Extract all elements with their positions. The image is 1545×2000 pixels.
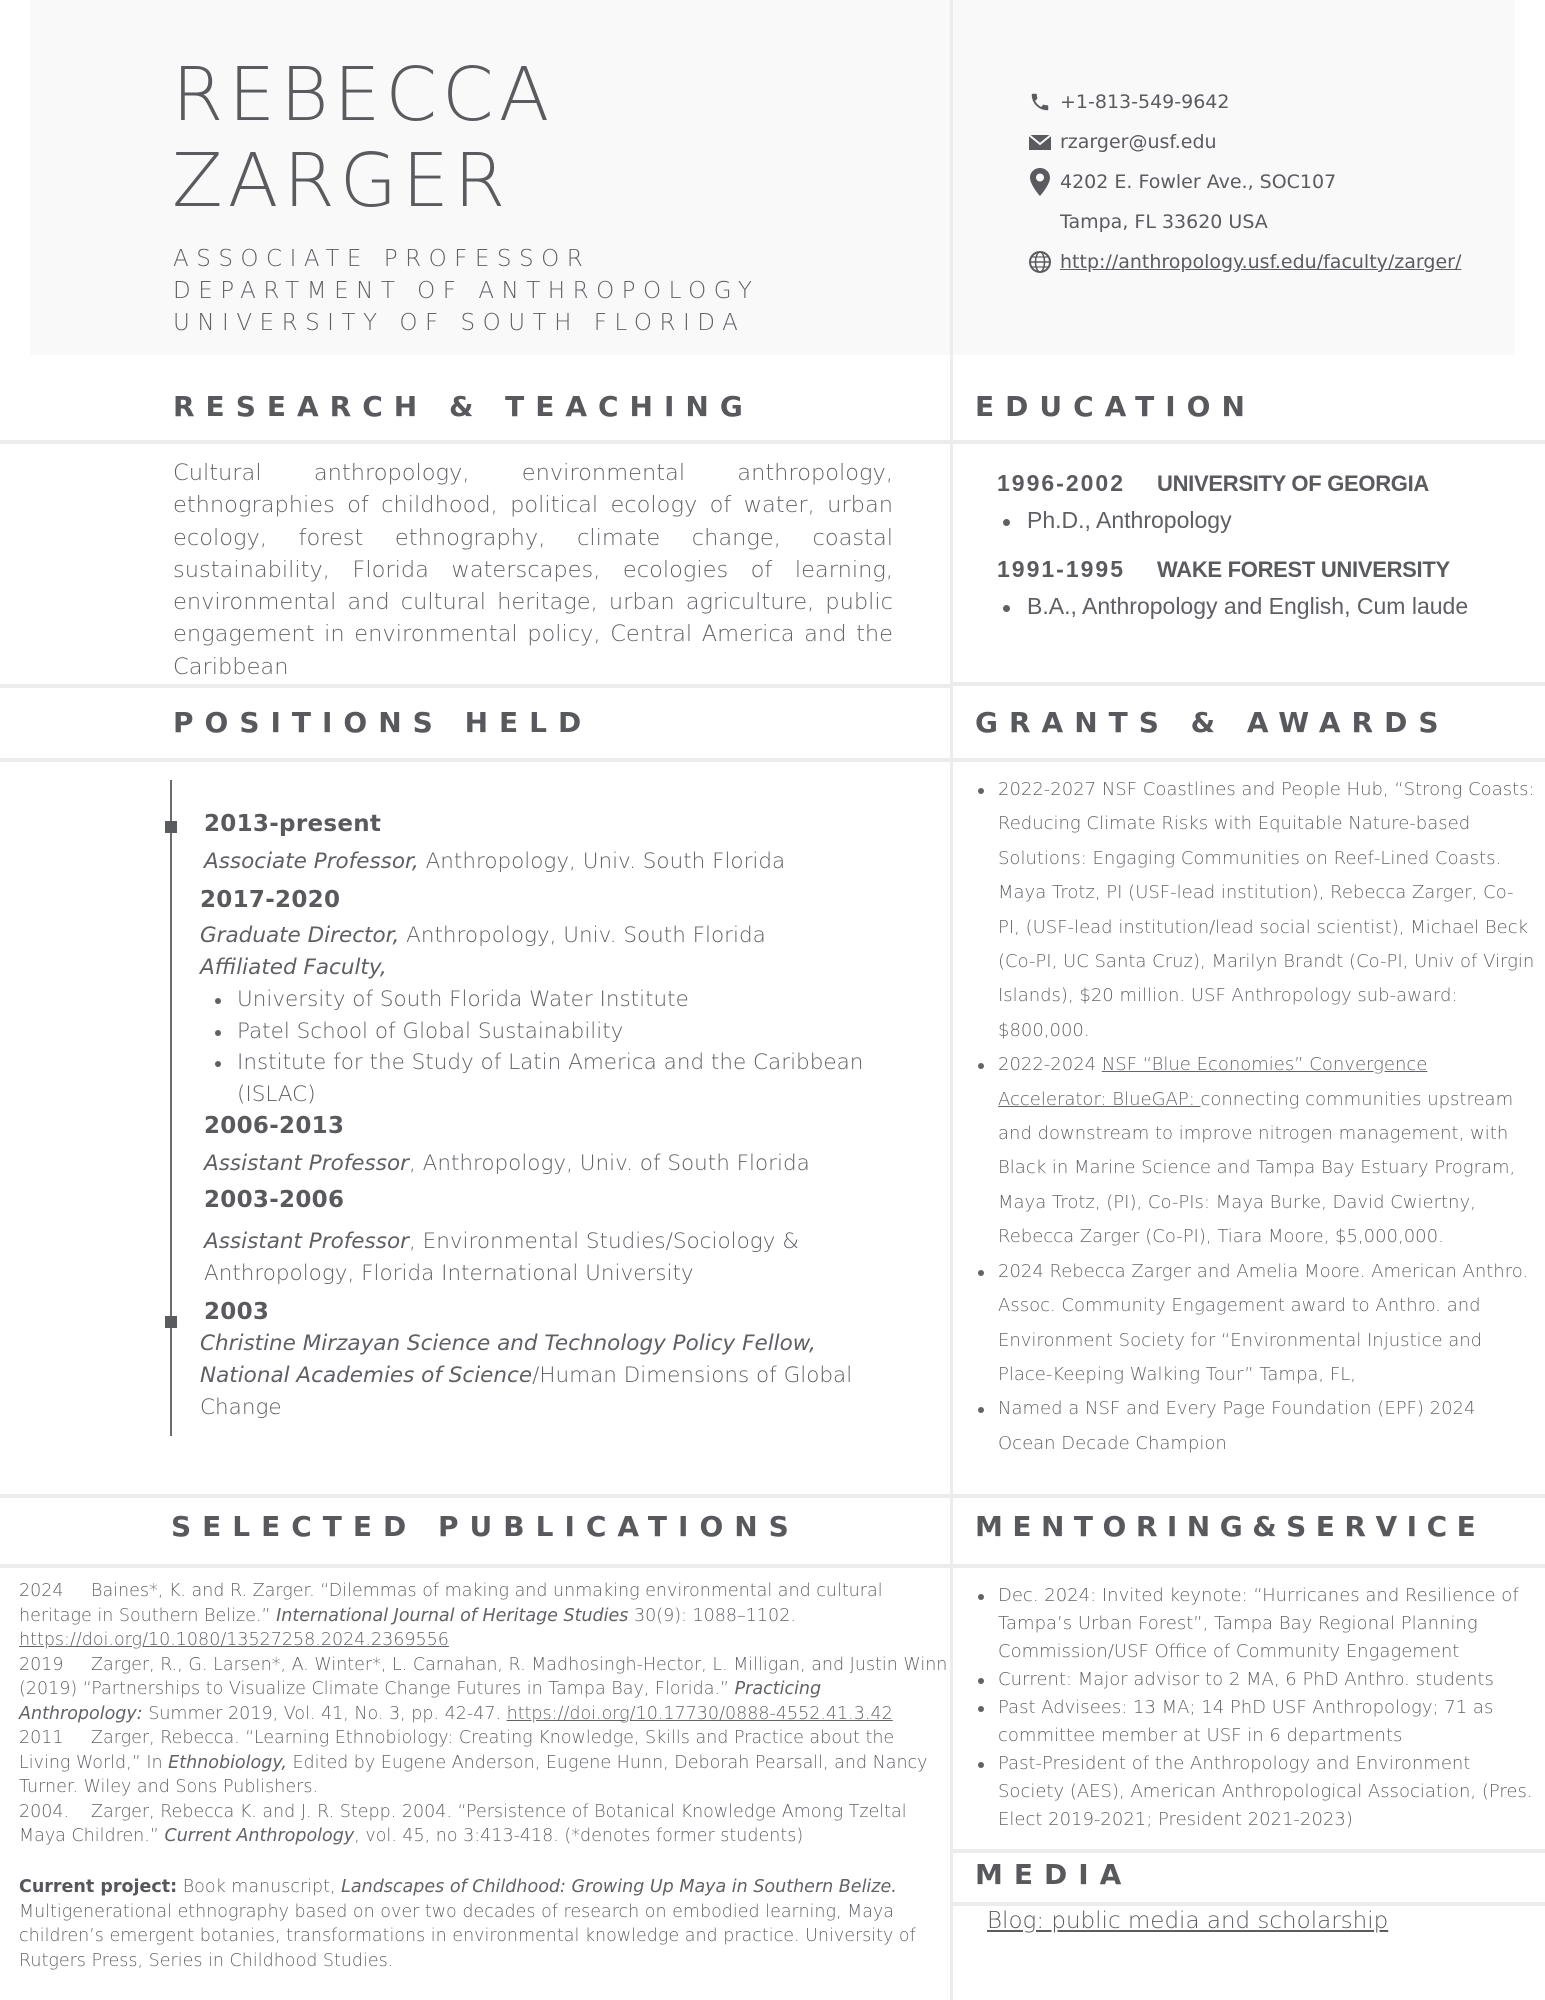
subtitle-line: DEPARTMENT OF ANTHROPOLOGY [173,278,760,304]
position-title: Assistant Professor [204,1229,409,1254]
envelope-icon [1020,133,1060,151]
grant-item: 2022-2024 NSF “Blue Economies” Convergence Accelerator: BlueGAP: connecting communities upstream and downstream to improve nitrogen management, with Black in Marine Science and Tampa Bay Estuary Program, Maya Trotz, (PI), Co-PIs: Maya Burke, David Cwiertny, Rebecca Zarger (Co-PI), Tiara Moore, $5,000,000. [975,1048,1535,1254]
publication-item: 2011 Zarger, Rebecca. “Learning Ethnobiology: Creating Knowledge, Skills and Practice about the Living World,” In Ethnobiology, Edited by Eugene Anderson, Eugene Hunn, Deborah Pearsall, and Nancy Turner. Wiley and Sons Publishers. [19,1728,928,1797]
divider [0,1494,950,1498]
job-title [173,243,759,339]
phone-icon [1020,91,1060,113]
timeline-marker [165,1316,177,1328]
website-link[interactable]: http://anthropology.usf.edu/faculty/zarger/ [1060,251,1462,273]
education-school: UNIVERSITY OF GEORGIA [1157,471,1429,496]
position-title: Christine Mirzayan Science and Technology Policy Fellow, National Academies of Science [200,1331,816,1388]
publication-item: 2004. Zarger, Rebecca K. and J. R. Stepp. 2004. “Persistence of Botanical Knowledge Among Tzeltal Maya Children.” Current Anthropology, vol. 45, no 3:413-418. (*denotes former students) [19,1801,907,1846]
column-divider [950,0,953,2000]
position-title: Assistant Professor [204,1151,409,1176]
contact-address [1020,162,1461,202]
doi-link[interactable]: https://doi.org/10.17730/0888-4552.41.3.42 [506,1703,893,1724]
positions-list [200,808,900,1424]
affiliated-faculty-label: Affiliated Faculty, [200,955,387,980]
position-title: Associate Professor, [204,849,419,874]
divider [0,758,950,762]
address-line-1: 4202 E. Fowler Ave., SOC107 [1060,171,1337,193]
position-years: 2003 [204,1299,270,1325]
section-title-publications: SELECTED PUBLICATIONS [171,1510,800,1543]
email-address[interactable]: rzarger@usf.edu [1060,131,1217,153]
doi-link[interactable]: https://doi.org/10.1080/13527258.2024.2369556 [19,1630,449,1650]
affiliation-item: Patel School of Global Sustainability [208,1016,900,1048]
divider [953,440,1545,444]
education-degree: Ph.D., Anthropology [997,507,1517,534]
position-entry [204,1226,900,1290]
position-detail: , Anthropology, Univ. of South Florida [408,1151,810,1176]
mentoring-list [975,1582,1540,1834]
current-project: Current project: Book manuscript, Landscapes of Childhood: Growing Up Maya in Southern Belize. Multigenerational ethnography based on over two decades of research on embodied learning, Maya children’s emergent botanies, transformations in environmental knowledge and practice. University of Rutgers Press, Series in Childhood Studies. [19,1877,916,1971]
publication-year: 2024 [19,1581,64,1601]
position-entry [204,1148,900,1180]
phone-number: +1-813-549-9642 [1060,91,1230,113]
affiliation-item: University of South Florida Water Institute [208,984,900,1016]
section-title-grants: GRANTS & AWARDS [975,706,1450,739]
section-title-education: EDUCATION [975,390,1256,423]
education-years: 1991-1995 [997,556,1125,582]
divider [953,1494,1545,1498]
publication-year: 2019 [19,1654,64,1675]
grant-link[interactable]: NSF “Blue Economies” Convergence Accelerator: BlueGAP: [998,1054,1428,1110]
education-entry [997,470,1517,497]
position-entry [200,1328,900,1424]
current-project-label: Current project: [19,1877,178,1897]
position-years: 2013-present [204,811,382,837]
mentoring-item: Current: Major advisor to 2 MA, 6 PhD Anthro. students [975,1666,1540,1694]
position-title: Graduate Director, [200,923,400,948]
position-years: 2003-2006 [204,1187,345,1213]
blog-link[interactable]: Blog: public media and scholarship [987,1908,1389,1934]
position-entry [204,846,900,878]
education-list [997,470,1517,642]
position-detail: , Environmental Studies/Sociology & Anthropology, Florida International University [204,1229,799,1286]
position-years: 2006-2013 [204,1113,345,1139]
research-interests: Cultural anthropology, environmental anthropology, ethnographies of childhood, political ecology of water, urban ecology, forest ethnography, climate change, coastal sustainability, Florida waterscapes, ecologies of learning, environmental and cultural heritage, urban agriculture, public engagement in environmental policy, Central America and the Caribbean [173,460,893,680]
education-school: WAKE FOREST UNIVERSITY [1157,557,1450,582]
section-title-positions: POSITIONS HELD [173,706,593,739]
affiliation-item: Institute for the Study of Latin America and the Caribbean (ISLAC) [208,1047,900,1110]
subtitle-line: UNIVERSITY OF SOUTH FLORIDA [173,310,746,336]
section-title-research: RESEARCH & TEACHING [173,390,754,423]
timeline-marker [165,821,177,833]
contact-info [1020,82,1461,282]
education-degree: B.A., Anthropology and English, Cum laude [997,593,1517,620]
grant-item: Named a NSF and Every Page Foundation (EPF) 2024 Ocean Decade Champion [975,1392,1535,1461]
mentoring-item: Dec. 2024: Invited keynote: “Hurricanes and Resilience of Tampa’s Urban Forest”, Tampa Bay Regional Planning Commission/USF Office of Community Engagement [975,1582,1540,1666]
grant-item: 2022-2027 NSF Coastlines and People Hub, “Strong Coasts: Reducing Climate Risks with Equitable Nature-based Solutions: Engaging Communities on Reef-Lined Coasts. Maya Trotz, PI (USF-lead institution), Rebecca Zarger, Co-PI, (USF-lead institution/lead social scientist), Michael Beck (Co-PI, UC Santa Cruz), Marilyn Brandt (Co-PI, Univ of Virgin Islands), $20 million. USF Anthropology sub-award: $800,000. [975,773,1535,1048]
mentoring-item: Past Advisees: 13 MA; 14 PhD USF Anthropology; 71 as committee member at USF in 6 departments [975,1694,1540,1750]
mentoring-item: Past-President of the Anthropology and Environment Society (AES), American Anthropological Association, (Pres. Elect 2019-2021; President 2021-2023) [975,1750,1540,1834]
position-detail: Anthropology, Univ. South Florida [399,923,766,948]
education-entry [997,556,1517,583]
position-detail: /Human Dimensions of Global Change [200,1363,853,1420]
globe-icon [1020,251,1060,273]
person-name [172,52,554,224]
subtitle-line: ASSOCIATE PROFESSOR [173,246,591,272]
publication-item: 2024 Baines*, K. and R. Zarger. “Dilemmas of making and unmaking environmental and cultural heritage in Southern Belize.” International Journal of Heritage Studies 30(9): 1088–1102. https://doi.org/10.1080/13527258.2024.2369556 [19,1581,883,1650]
grants-list [975,773,1535,1461]
name-last: ZARGER [172,138,511,224]
publications-list [19,1579,949,1849]
timeline-line [170,780,172,1436]
divider [953,1564,1545,1568]
position-entry [200,920,900,952]
position-detail: Anthropology, Univ. South Florida [418,849,786,874]
divider [953,1849,1545,1853]
section-title-media: MEDIA [975,1858,1133,1891]
divider [0,684,950,688]
contact-address-2 [1020,202,1461,242]
divider [953,1902,1545,1906]
divider [953,758,1545,762]
section-title-mentoring: MENTORING&SERVICE [975,1510,1486,1543]
contact-email [1020,122,1461,162]
divider [953,682,1545,686]
contact-website [1020,242,1461,282]
map-pin-icon [1020,168,1060,196]
publication-year: 2011 [19,1728,64,1748]
book-title: Landscapes of Childhood: Growing Up Maya in Southern Belize. [341,1877,897,1897]
grant-item: 2024 Rebecca Zarger and Amelia Moore. American Anthro. Assoc. Community Engagement award to Anthro. and Environment Society for “Environmental Injustice and Place-Keeping Walking Tour” Tampa, FL, [975,1255,1535,1393]
divider [0,1564,950,1568]
divider [0,440,950,444]
name-first: REBECCA [172,52,555,138]
contact-phone [1020,82,1461,122]
affiliations-list [208,984,900,1110]
publication-item: 2019 Zarger, R., G. Larsen*, A. Winter*, L. Carnahan, R. Madhosingh-Hector, L. Milligan, and Justin Winn (2019) “Partnerships to Visualize Climate Change Futures in Tampa Bay, Florida.” Practicing Anthropology: Summer 2019, Vol. 41, No. 3, pp. 42-47. https://doi.org/10.17730/0888-4552.41.3.42 [19,1654,948,1724]
education-years: 1996-2002 [997,470,1125,496]
publication-year: 2004. [19,1801,70,1822]
address-line-2: Tampa, FL 33620 USA [1060,211,1268,233]
position-years: 2017-2020 [200,887,341,913]
